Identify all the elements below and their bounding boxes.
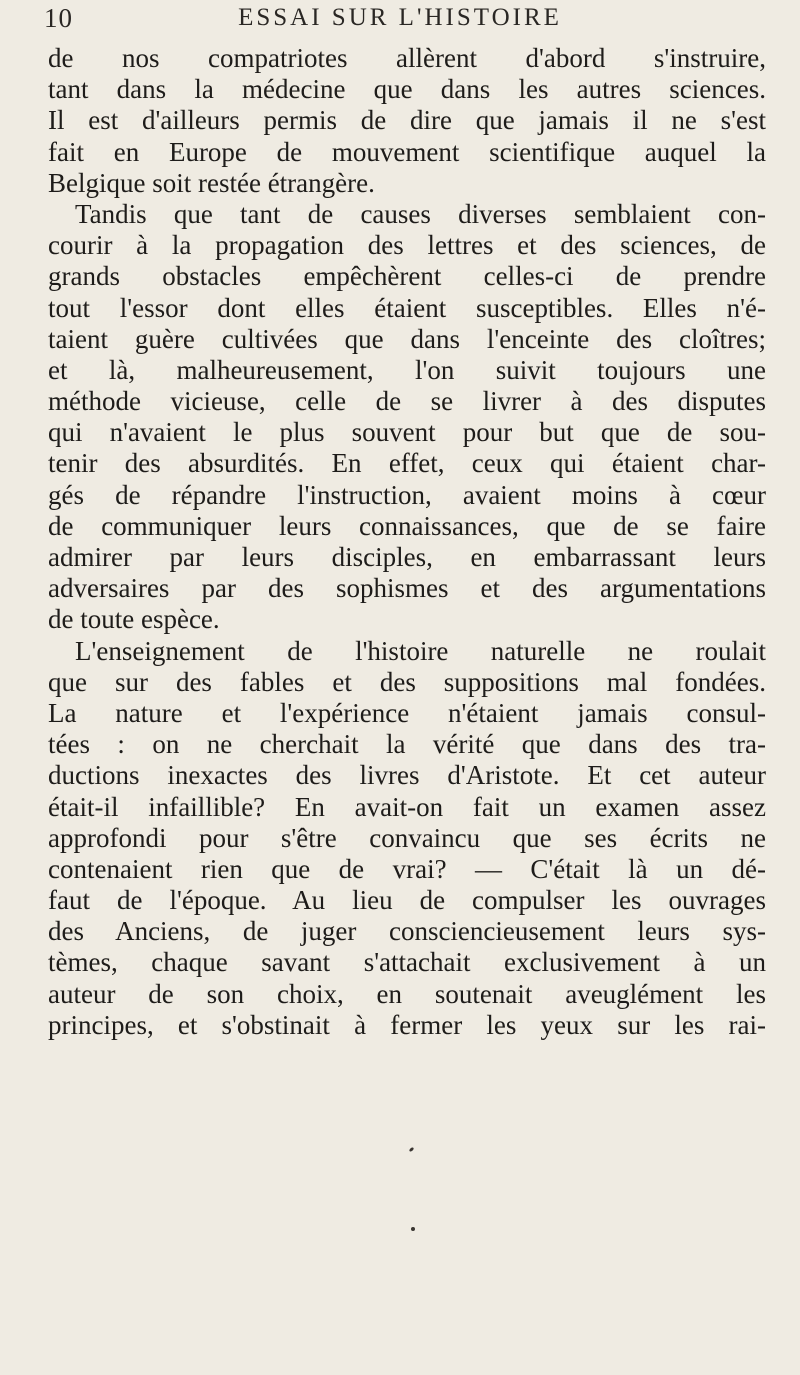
text-line: et là, malheureusement, l'on suivit toujours une	[48, 354, 766, 385]
text-line: admirer par leurs disciples, en embarrassant leurs	[48, 542, 766, 572]
text-line: grands obstacles empêchèrent celles-ci de prendre	[48, 261, 766, 292]
page-header	[0, 3, 800, 33]
text-line: fait en Europe de mouvement scientifique auquel la	[48, 136, 766, 167]
text-line: L'enseignement de l'histoire naturelle ne roulait	[75, 635, 766, 666]
text-line: était-il infaillible? En avait-on fait un examen assez	[48, 791, 766, 822]
text-line: ductions inexactes des livres d'Aristote. Et cet auteur	[48, 760, 766, 791]
text-line: gés de répandre l'instruction, avaient moins à cœur	[48, 479, 766, 510]
text-line: principes, et s'obstinait à fermer les yeux sur les rai-	[48, 1009, 766, 1040]
text-line: La nature et l'expérience n'étaient jamais consul-	[48, 697, 766, 728]
ink-speck	[411, 1227, 415, 1231]
text-line: adversaires par des sophismes et des argumentations	[48, 573, 766, 604]
text-line: de communiquer leurs connaissances, que de se faire	[48, 510, 766, 541]
text-line: qui n'avaient le plus souvent pour but que de sou-	[48, 417, 766, 448]
page-number: 10	[44, 3, 73, 33]
text-line: de toute espèce.	[48, 604, 220, 635]
text-line: tèmes, chaque savant s'attachait exclusivement à un	[48, 947, 766, 978]
text-line: Il est d'ailleurs permis de dire que jamais il ne s'est	[48, 105, 766, 136]
running-title: ESSAI SUR L'HISTOIRE	[238, 4, 562, 31]
text-line: méthode vicieuse, celle de se livrer à des disputes	[48, 386, 766, 417]
text-line: courir à la propagation des lettres et des sciences, de	[48, 230, 766, 261]
body-text	[48, 43, 766, 1041]
text-line: de nos compatriotes allèrent d'abord s'instruire,	[48, 43, 766, 73]
text-line: Tandis que tant de causes diverses semblaient con-	[75, 198, 766, 229]
text-line: contenaient rien que de vrai? — C'était là un dé-	[48, 853, 766, 884]
text-line: que sur des fables et des suppositions mal fondées.	[48, 666, 766, 697]
text-line: approfondi pour s'être convaincu que ses écrits ne	[48, 822, 766, 853]
text-line: taient guère cultivées que dans l'enceinte des cloîtres;	[48, 323, 766, 354]
text-line: tout l'essor dont elles étaient susceptibles. Elles n'é-	[48, 292, 766, 323]
ink-speck	[409, 1147, 415, 1153]
text-line: tant dans la médecine que dans les autres sciences.	[48, 74, 766, 105]
text-line: Belgique soit restée étrangère.	[48, 167, 375, 198]
text-line: auteur de son choix, en soutenait aveuglément les	[48, 978, 766, 1009]
text-line: tenir des absurdités. En effet, ceux qui étaient char-	[48, 448, 766, 479]
text-line: des Anciens, de juger consciencieusement leurs sys-	[48, 916, 766, 947]
text-line: tées : on ne cherchait la vérité que dans des tra-	[48, 729, 766, 760]
text-line: faut de l'époque. Au lieu de compulser les ouvrages	[48, 885, 766, 916]
